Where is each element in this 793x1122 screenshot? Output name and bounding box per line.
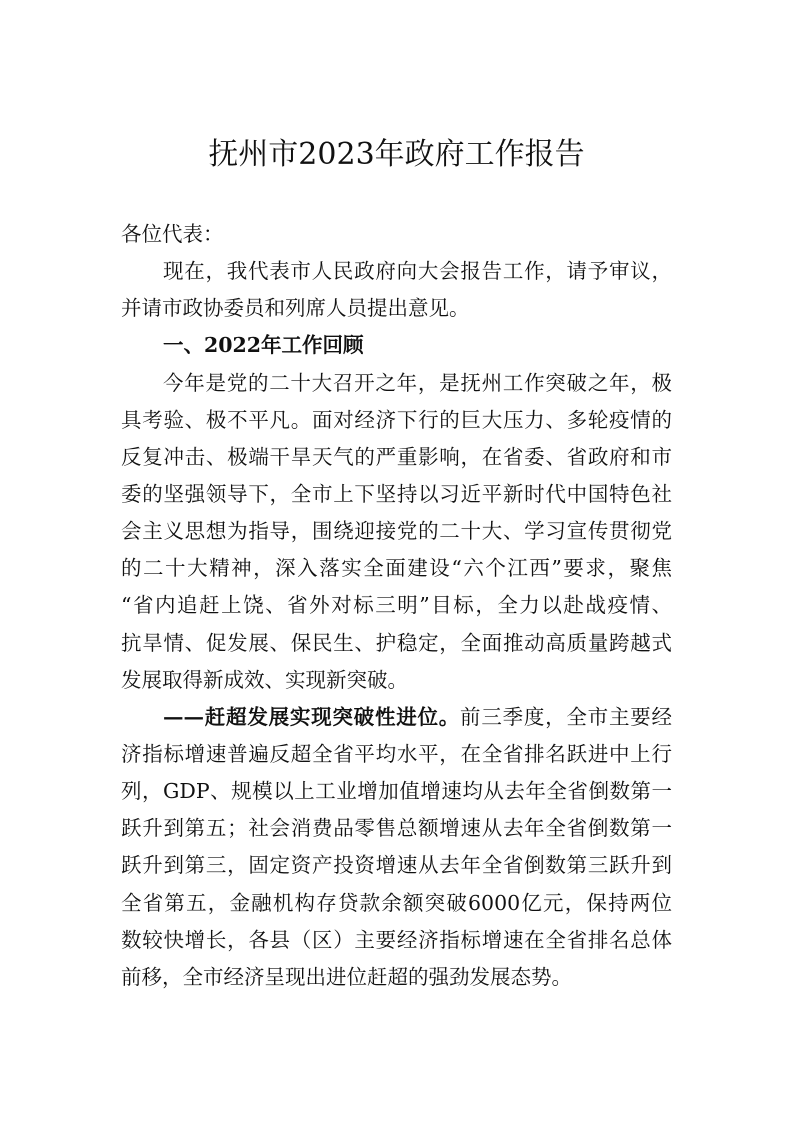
paragraph-text: 前三季度，全市主要经 [460, 704, 673, 729]
document-title: 抚州市2023年政府工作报告 [208, 137, 585, 172]
paragraph-line: 发展取得新成效、实现新突破。 [121, 667, 408, 692]
paragraph-line: 委的坚强领导下，全市上下坚持以习近平新时代中国特色社 [121, 481, 672, 506]
bold-lead-phrase: ——赶超发展实现突破性进位。 [163, 704, 461, 729]
paragraph-line: 抗旱情、促发展、保民生、护稳定，全面推动高质量跨越式 [121, 630, 672, 655]
paragraph-line: 跃升到第三，固定资产投资增速从去年全省倒数第三跃升到 [121, 853, 672, 878]
paragraph-line: 前移，全市经济呈现出进位赶超的强劲发展态势。 [121, 964, 572, 989]
document-body [121, 216, 672, 996]
paragraph-line: 济指标增速普遍反超全省平均水平，在全省排名跃进中上行 [121, 741, 672, 766]
paragraph-line: “省内追赶上饶、省外对标三明”目标，全力以赴战疫情、 [121, 593, 672, 618]
paragraph-line: 反复冲击、极端干旱天气的严重影响，在省委、省政府和市 [121, 444, 672, 469]
section-heading: 一、2022年工作回顾 [163, 333, 364, 358]
paragraph-line: 的二十大精神，深入落实全面建设“六个江西”要求，聚焦 [121, 556, 672, 581]
paragraph-line: 全省第五，金融机构存贷款余额突破6000亿元，保持两位 [121, 890, 672, 915]
paragraph-line: 今年是党的二十大召开之年，是抚州工作突破之年，极 [163, 370, 672, 395]
paragraph-intro [121, 253, 672, 327]
paragraph-line: 具考验、极不平凡。面对经济下行的巨大压力、多轮疫情的 [121, 407, 672, 432]
paragraph-overview [121, 365, 672, 699]
paragraph-line: 列，GDP、规模以上工业增加值增速均从去年全省倒数第一 [121, 779, 672, 804]
paragraph-line: 数较快增长，各县（区）主要经济指标增速在全省排名总体 [121, 927, 672, 952]
paragraph-line: 会主义思想为指导，围绕迎接党的二十大、学习宣传贯彻党 [121, 519, 672, 544]
paragraph-line: 并请市政协委员和列席人员提出意见。 [121, 296, 470, 321]
paragraph-line [121, 699, 672, 736]
salutation: 各位代表： [121, 222, 224, 246]
paragraph-line: 跃升到第五；社会消费品零售总额增速从去年全省倒数第一 [121, 816, 672, 841]
paragraph-line: 现在，我代表市人民政府向大会报告工作，请予审议， [163, 259, 672, 284]
paragraph-economic-progress [121, 699, 672, 996]
